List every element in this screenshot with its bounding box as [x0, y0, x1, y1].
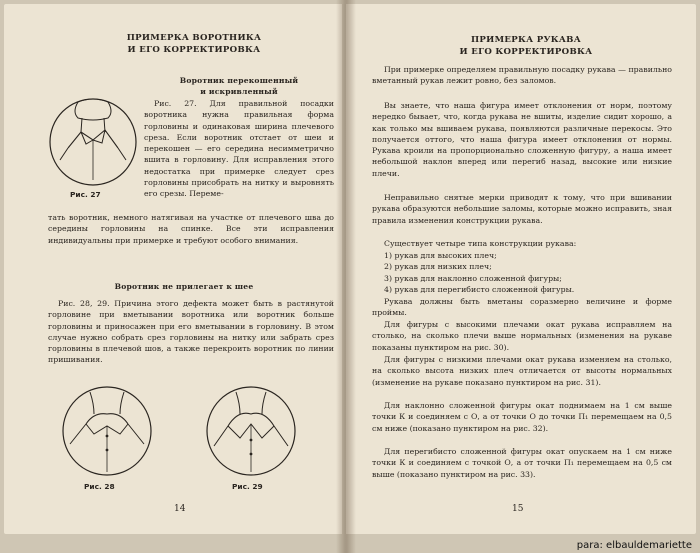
paragraph-7: Для фигуры с низкими плечами окат рукава изменяем на столько, на сколько высота низких плеч отличается от высоты нормальных (изменение на рукаве показано пунктиром на рис. 31).	[372, 355, 672, 387]
paragraph-2: Вы знаете, что наша фигура имеет отклонения от норм, поэтому нередко бывает, что, когда рукава не вшиты, изделие сидит хорошо, а как только мы вшиваем рукава, появляются различные перекосы. Это получается оттого, что наша фигура имеет отклонения от нормы. Рукава кроили на пропорционально сложенную фигуру, а наша имеет небольшой наклон вперед или перегиб назад, высокие или низкие плечи.	[372, 101, 672, 178]
right-title-line1: ПРИМЕРКА РУКАВА	[470, 35, 582, 45]
section2-heading: Воротник не прилегает к шее	[114, 282, 254, 291]
section1-text-narrow: Рис. 27. Для правильной посадки воротника нужна правильная форма горловины и одинаковая ширина плечевого среза. Если воротник отстает от шеи и перекошен — его середина несимметрично вшита в горловину. Для исправления этого недостатка при примерке следует срез горловины присобрать на нитку и выровнять его срезы. Переме-	[144, 99, 334, 199]
paragraph-3: Неправильно снятые мерки приводят к тому, что при вшивании рукава образуются небольшие заломы, которые можно исправить, зная правила изменения конструкции рукава.	[372, 193, 672, 225]
right-page-number: 15	[512, 504, 524, 514]
paragraph-8: Для наклонно сложенной фигуры окат поднимаем на 1 см выше точки К и соединяем с О, а от точки О до точки П₁ перемещаем на 0,5 см ниже (показано пунктиром на рис. 32).	[372, 401, 672, 433]
book-gutter	[336, 0, 356, 553]
list-item: 1) рукав для высоких плеч;	[384, 251, 497, 260]
credit-watermark: para: elbauldemariette	[576, 540, 692, 551]
paragraph-5: Рукава должны быть вметаны соразмерно величине и форме проймы.	[372, 297, 672, 318]
left-title-line2: И ЕГО КОРРЕКТИРОВКА	[127, 45, 261, 55]
figure-29-caption: Рис. 29	[232, 482, 263, 491]
list-item: 3) рукав для наклонно сложенной фигуры;	[384, 273, 562, 283]
paragraph-4: Существует четыре типа конструкции рукава:	[384, 239, 577, 248]
figure-27-collar-skewed	[48, 96, 138, 188]
section1-heading-line1: Воротник перекошенный	[179, 76, 299, 85]
figure-29-collar-loose	[204, 384, 298, 478]
paragraph-9: Для перегибисто сложенной фигуры окат опускаем на 1 см ниже точки К и соединяем с точкой О, а от точки П₁ перемещаем на 0,5 см выше (показано пунктиром на рис. 33).	[372, 447, 672, 479]
sleeve-types-list	[384, 250, 672, 295]
list-item: 2) рукав для низких плеч;	[384, 262, 492, 272]
left-page-number: 14	[174, 504, 186, 514]
section1-text-full: тать воротник, немного натягивая на участке от плечевого шва до середины горловины на спинке. Все эти исправления индивидуальны при примерке и требуют особого внимания.	[48, 213, 334, 245]
list-item: 4) рукав для перегибисто сложенной фигуры.	[384, 284, 575, 294]
figure-28-collar-loose	[60, 384, 154, 478]
paragraph-6: Для фигуры с высокими плечами окат рукава исправляем на столько, на сколько плечи выше нормальных (изменения на рукаве показаны пунктиром на рис. 30).	[372, 320, 672, 352]
figure-28-caption: Рис. 28	[84, 482, 115, 491]
left-page	[4, 4, 342, 534]
paragraph-1: При примерке определяем правильную посадку рукава — правильно вметанный рукав лежит ровно, без заломов.	[372, 65, 672, 86]
section2-text: Рис. 28, 29. Причина этого дефекта может быть в растянутой горловине при вметывании воротника или воротник больше горловины и приносажен при его вметывании в горловину. В этом случае нужно собрать срез горловины на нитку или забрать срез горловины в плечевой шов, а также перекроить воротник по линии пришивания.	[48, 299, 334, 365]
section1-heading-line2: и искривленный	[200, 87, 278, 96]
right-page	[346, 4, 696, 534]
right-title-line2: И ЕГО КОРРЕКТИРОВКА	[459, 47, 593, 57]
figure-27-caption: Рис. 27	[70, 190, 101, 199]
left-title-line1: ПРИМЕРКА ВОРОТНИКА	[126, 33, 262, 43]
